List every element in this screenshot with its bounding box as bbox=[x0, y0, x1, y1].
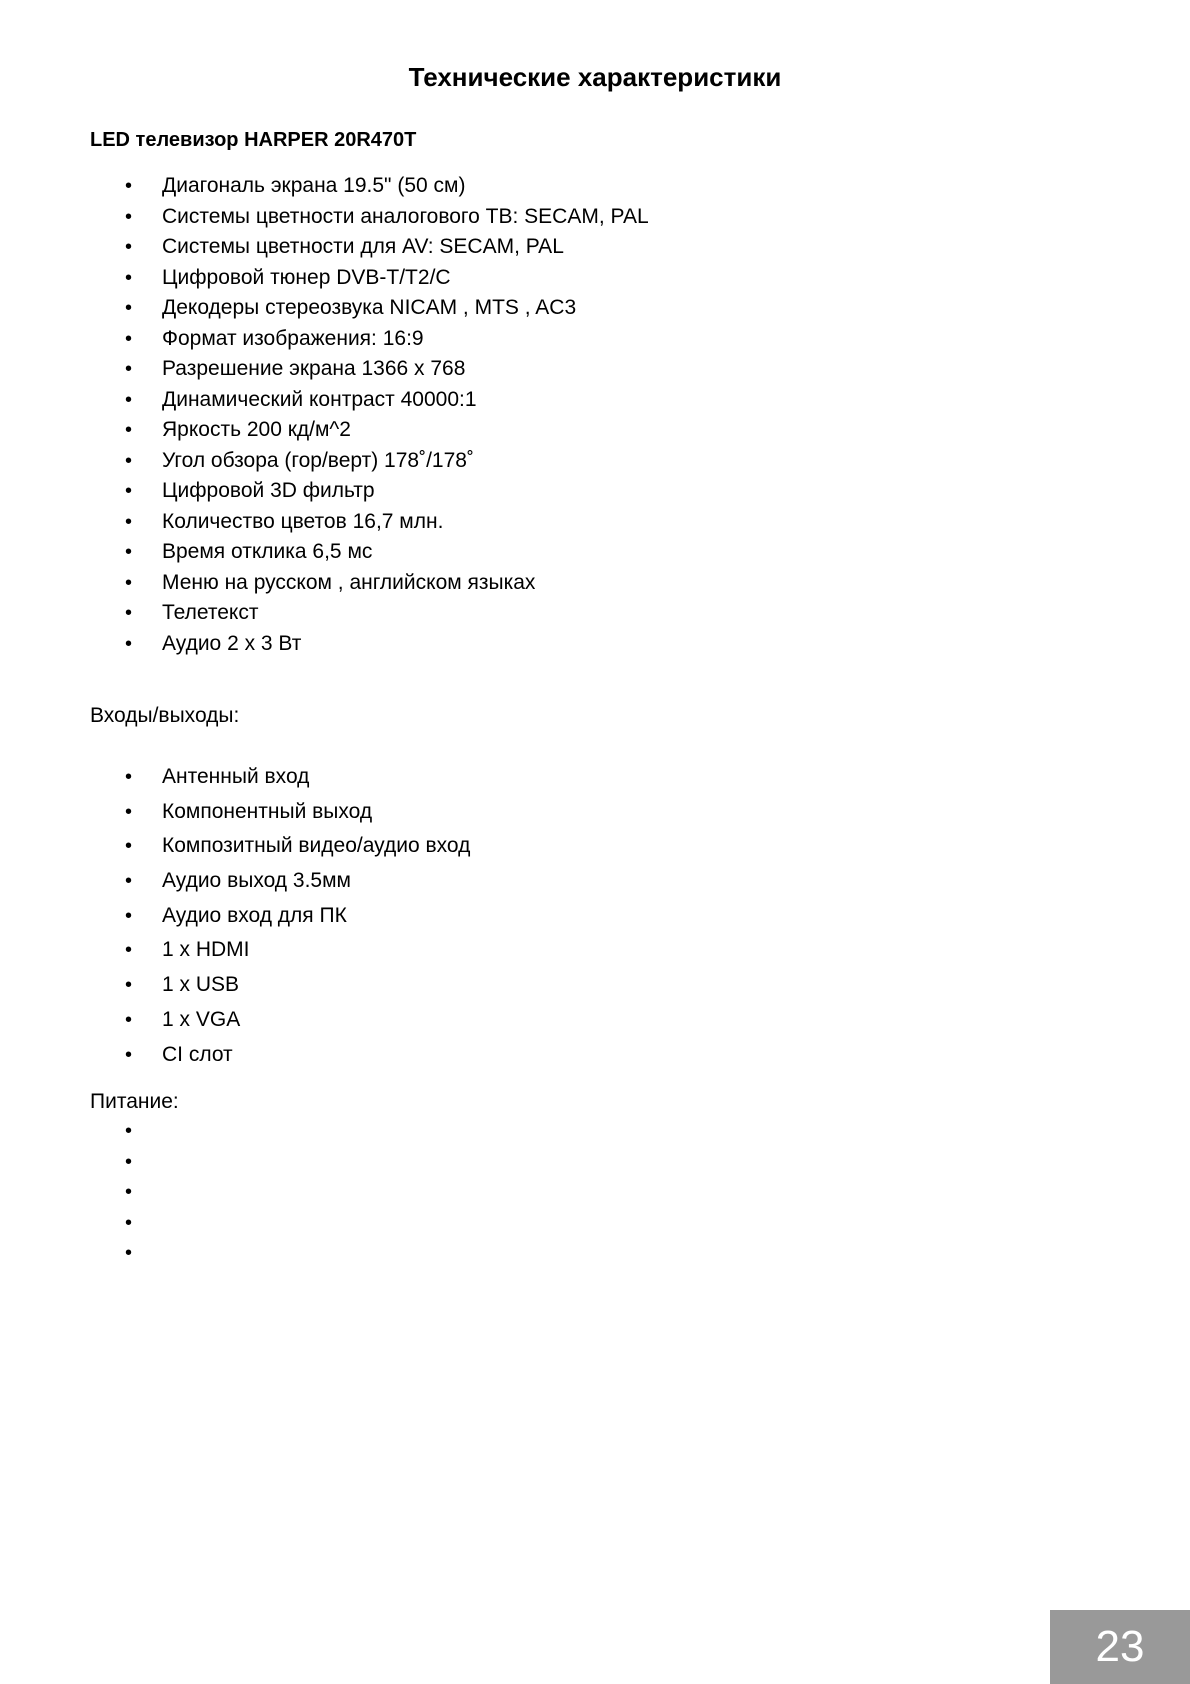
spec-item bbox=[0, 171, 649, 202]
bullet-icon: • bbox=[125, 904, 133, 927]
io-text: Компонентный выход bbox=[162, 799, 373, 823]
specs-list bbox=[0, 171, 649, 659]
bullet-icon: • bbox=[125, 419, 133, 441]
spec-text: Разрешение экрана 1366 x 768 bbox=[162, 357, 466, 380]
bullet-icon: • bbox=[125, 870, 133, 893]
power-item bbox=[0, 1208, 162, 1239]
power-section-label: Питание: bbox=[90, 1090, 179, 1113]
io-text: Аудио вход для ПК bbox=[162, 903, 347, 927]
bullet-icon: • bbox=[125, 974, 133, 997]
spec-text: Время отклика 6,5 мс bbox=[162, 540, 373, 563]
spec-text: Цифровой тюнер DVB-T/T2/C bbox=[162, 265, 451, 289]
io-list bbox=[0, 760, 470, 1072]
spec-text: Системы цветности для AV: SECAM, PAL bbox=[162, 235, 564, 258]
spec-text: Угол обзора (гор/верт) 178˚/178˚ bbox=[162, 448, 474, 472]
bullet-icon: • bbox=[125, 1181, 133, 1203]
spec-item bbox=[0, 629, 649, 660]
bullet-icon: • bbox=[125, 236, 133, 258]
bullet-icon: • bbox=[125, 1008, 133, 1031]
bullet-icon: • bbox=[125, 510, 133, 533]
spec-item bbox=[0, 232, 649, 263]
io-text: Композитный видео/аудио вход bbox=[162, 834, 471, 858]
bullet-icon: • bbox=[125, 266, 133, 289]
spec-text: Телетекст bbox=[162, 601, 259, 624]
spec-item bbox=[0, 385, 649, 416]
spec-item bbox=[0, 568, 649, 599]
io-text: CI слот bbox=[162, 1042, 233, 1066]
spec-item bbox=[0, 354, 649, 385]
io-item bbox=[0, 760, 470, 795]
power-item bbox=[0, 1147, 162, 1178]
io-section-label: Входы/выходы: bbox=[90, 704, 240, 727]
spec-text: Аудио 2 x 3 Вт bbox=[162, 631, 302, 655]
bullet-icon: • bbox=[125, 1120, 133, 1142]
io-item bbox=[0, 829, 470, 864]
io-item bbox=[0, 864, 470, 899]
io-text: 1 x VGA bbox=[162, 1007, 241, 1031]
spec-item bbox=[0, 598, 649, 629]
bullet-icon: • bbox=[125, 1242, 133, 1264]
bullet-icon: • bbox=[125, 1211, 133, 1234]
bullet-icon: • bbox=[125, 449, 133, 472]
page-number: 23 bbox=[1050, 1610, 1190, 1684]
io-item bbox=[0, 1038, 470, 1073]
bullet-icon: • bbox=[125, 800, 133, 823]
spec-text: Цифровой 3D фильтр bbox=[162, 479, 375, 502]
spec-text: Динамический контраст 40000:1 bbox=[162, 387, 477, 411]
io-text: Антенный вход bbox=[162, 765, 310, 788]
spec-text: Формат изображения: 16:9 bbox=[162, 326, 424, 350]
spec-item bbox=[0, 476, 649, 507]
bullet-icon: • bbox=[125, 541, 133, 563]
page-title: Технические характеристики bbox=[408, 62, 782, 92]
bullet-icon: • bbox=[125, 571, 133, 594]
spec-item bbox=[0, 415, 649, 446]
power-item bbox=[0, 1177, 162, 1208]
model-heading: LED телевизор HARPER 20R470T bbox=[90, 129, 417, 151]
io-text: 1 x USB bbox=[162, 973, 240, 997]
spec-item bbox=[0, 263, 649, 294]
bullet-icon: • bbox=[125, 358, 133, 380]
io-item bbox=[0, 899, 470, 934]
spec-item bbox=[0, 202, 649, 233]
bullet-icon: • bbox=[125, 939, 133, 962]
io-item bbox=[0, 968, 470, 1003]
power-item bbox=[0, 1116, 162, 1147]
power-item bbox=[0, 1238, 162, 1269]
spec-text: Декодеры стереозвука NICAM , MTS , AC3 bbox=[162, 296, 577, 319]
bullet-icon: • bbox=[125, 632, 133, 655]
bullet-icon: • bbox=[125, 388, 133, 411]
bullet-icon: • bbox=[125, 835, 133, 858]
spec-text: Яркость 200 кд/м^2 bbox=[162, 418, 351, 441]
bullet-icon: • bbox=[125, 327, 133, 350]
spec-item bbox=[0, 507, 649, 538]
spec-item bbox=[0, 537, 649, 568]
bullet-icon: • bbox=[125, 766, 133, 788]
io-text: Аудио выход 3.5мм bbox=[162, 869, 351, 893]
spec-text: Диагональ экрана 19.5" (50 см) bbox=[162, 174, 466, 197]
bullet-icon: • bbox=[125, 175, 133, 197]
bullet-icon: • bbox=[125, 297, 133, 319]
power-list bbox=[0, 1116, 162, 1269]
spec-text: Меню на русском , английском языках bbox=[162, 570, 536, 594]
spec-text: Системы цветности аналогового ТВ: SECAM, PAL bbox=[162, 204, 649, 228]
spec-item bbox=[0, 324, 649, 355]
bullet-icon: • bbox=[125, 1150, 133, 1173]
io-item bbox=[0, 1003, 470, 1038]
bullet-icon: • bbox=[125, 1043, 133, 1066]
spec-text: Количество цветов 16,7 млн. bbox=[162, 509, 444, 533]
io-item bbox=[0, 933, 470, 968]
spec-item bbox=[0, 293, 649, 324]
bullet-icon: • bbox=[125, 602, 133, 624]
io-text: 1 x HDMI bbox=[162, 938, 250, 962]
bullet-icon: • bbox=[125, 205, 133, 228]
spec-item bbox=[0, 446, 649, 477]
bullet-icon: • bbox=[125, 480, 133, 502]
io-item bbox=[0, 795, 470, 830]
